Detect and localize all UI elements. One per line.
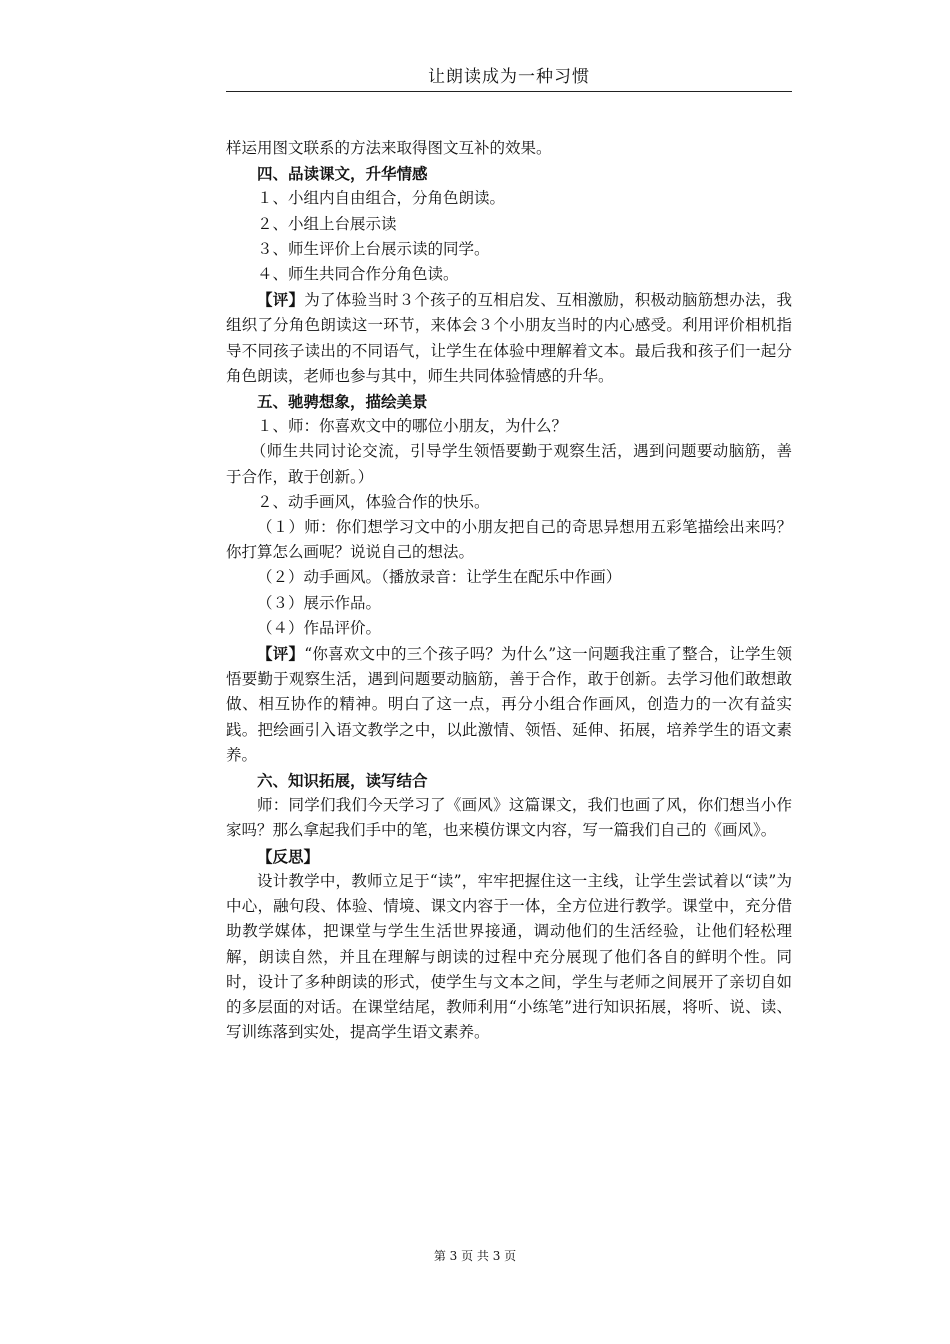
section-heading: 五、驰骋想象，描绘美景 [257,392,428,412]
document-body [226,136,792,1045]
page-header-title: 让朗读成为一种习惯 [226,62,792,92]
comment-paragraph [226,641,792,768]
comment-text: “你喜欢文中的三个孩子吗？为什么”这一问题我注重了整合，让学生领悟要勤于观察生活，遇到问题要动脑筋，善于合作，敢于创新。去学习他们敢想敢做、相互协作的精神。明白了这一点，再分小组合作画风，创造力的一次有益实践。把绘画引入语文教学之中，以此激情、领悟、延伸、拓展，培养学生的语文素养。 [226,645,792,764]
list-item: １、师：你喜欢文中的哪位小朋友，为什么？ [257,417,568,436]
comment-tag: 【评】 [257,644,305,664]
comment-text: 为了体验当时３个孩子的互相启发、互相激励，积极动脑筋想办法，我组织了分角色朗读这一环节，来体会３个小朋友当时的内心感受。利用评价相机指导不同孩子读出的不同语气，让学生在体验中理解着文本。最后我和孩子们一起分角色朗读，老师也参与其中，师生共同体验情感的升华。 [226,291,792,385]
list-item: ３、师生评价上台展示读的同学。 [257,239,490,258]
reflection-heading: 【反思】 [257,846,320,866]
list-item: ２、动手画风，体验合作的快乐。 [257,492,490,511]
list-item: （３）展示作品。 [257,593,382,612]
list-item: （１）师：你们想学习文中的小朋友把自己的奇思异想用五彩笔描绘出来吗？你打算怎么画呢？说说自己的想法。 [226,518,792,562]
section-heading: 六、知识拓展，读写结合 [257,771,428,791]
page-number: 第 3 页 共 3 页 [433,1249,517,1263]
list-item: （２）动手画风。（播放录音：让学生在配乐中作画） [257,568,622,587]
list-item: １、小组内自由组合，分角色朗读。 [257,189,506,208]
comment-paragraph [226,287,792,389]
paragraph: 样运用图文联系的方法来取得图文互补的效果。 [226,139,552,157]
list-item: （师生共同讨论交流，引导学生领悟要勤于观察生活，遇到问题要动脑筋，善于合作，敢于创新。） [226,442,792,486]
paragraph: 师：同学们我们今天学习了《画风》这篇课文，我们也画了风，你们想当小作家吗？那么拿起我们手中的笔，也来模仿课文内容，写一篇我们自己的《画风》。 [226,796,792,840]
list-item: ２、小组上台展示读 [257,214,397,233]
reflection-paragraph: 设计教学中，教师立足于“读”，牢牢把握住这一主线，让学生尝试着以“读”为中心，融句段、体验、情境、课文内容于一体，全方位进行教学。课堂中，充分借助教学媒体，把课堂与学生生活世界接通，调动他们的生活经验，让他们轻松理解，朗读自然，并且在理解与朗读的过程中充分展现了他们各自的鲜明个性。同时，设计了多种朗读的形式，使学生与文本之间，学生与老师之间展开了亲切自如的多层面的对话。在课堂结尾，教师利用“小练笔”进行知识拓展，将听、说、读、写训练落到实处，提高学生语文素养。 [226,871,792,1042]
comment-tag: 【评】 [257,290,305,310]
list-item: （４）作品评价。 [257,618,382,637]
list-item: ４、师生共同合作分角色读。 [257,265,459,284]
section-heading: 四、品读课文，升华情感 [257,164,428,184]
